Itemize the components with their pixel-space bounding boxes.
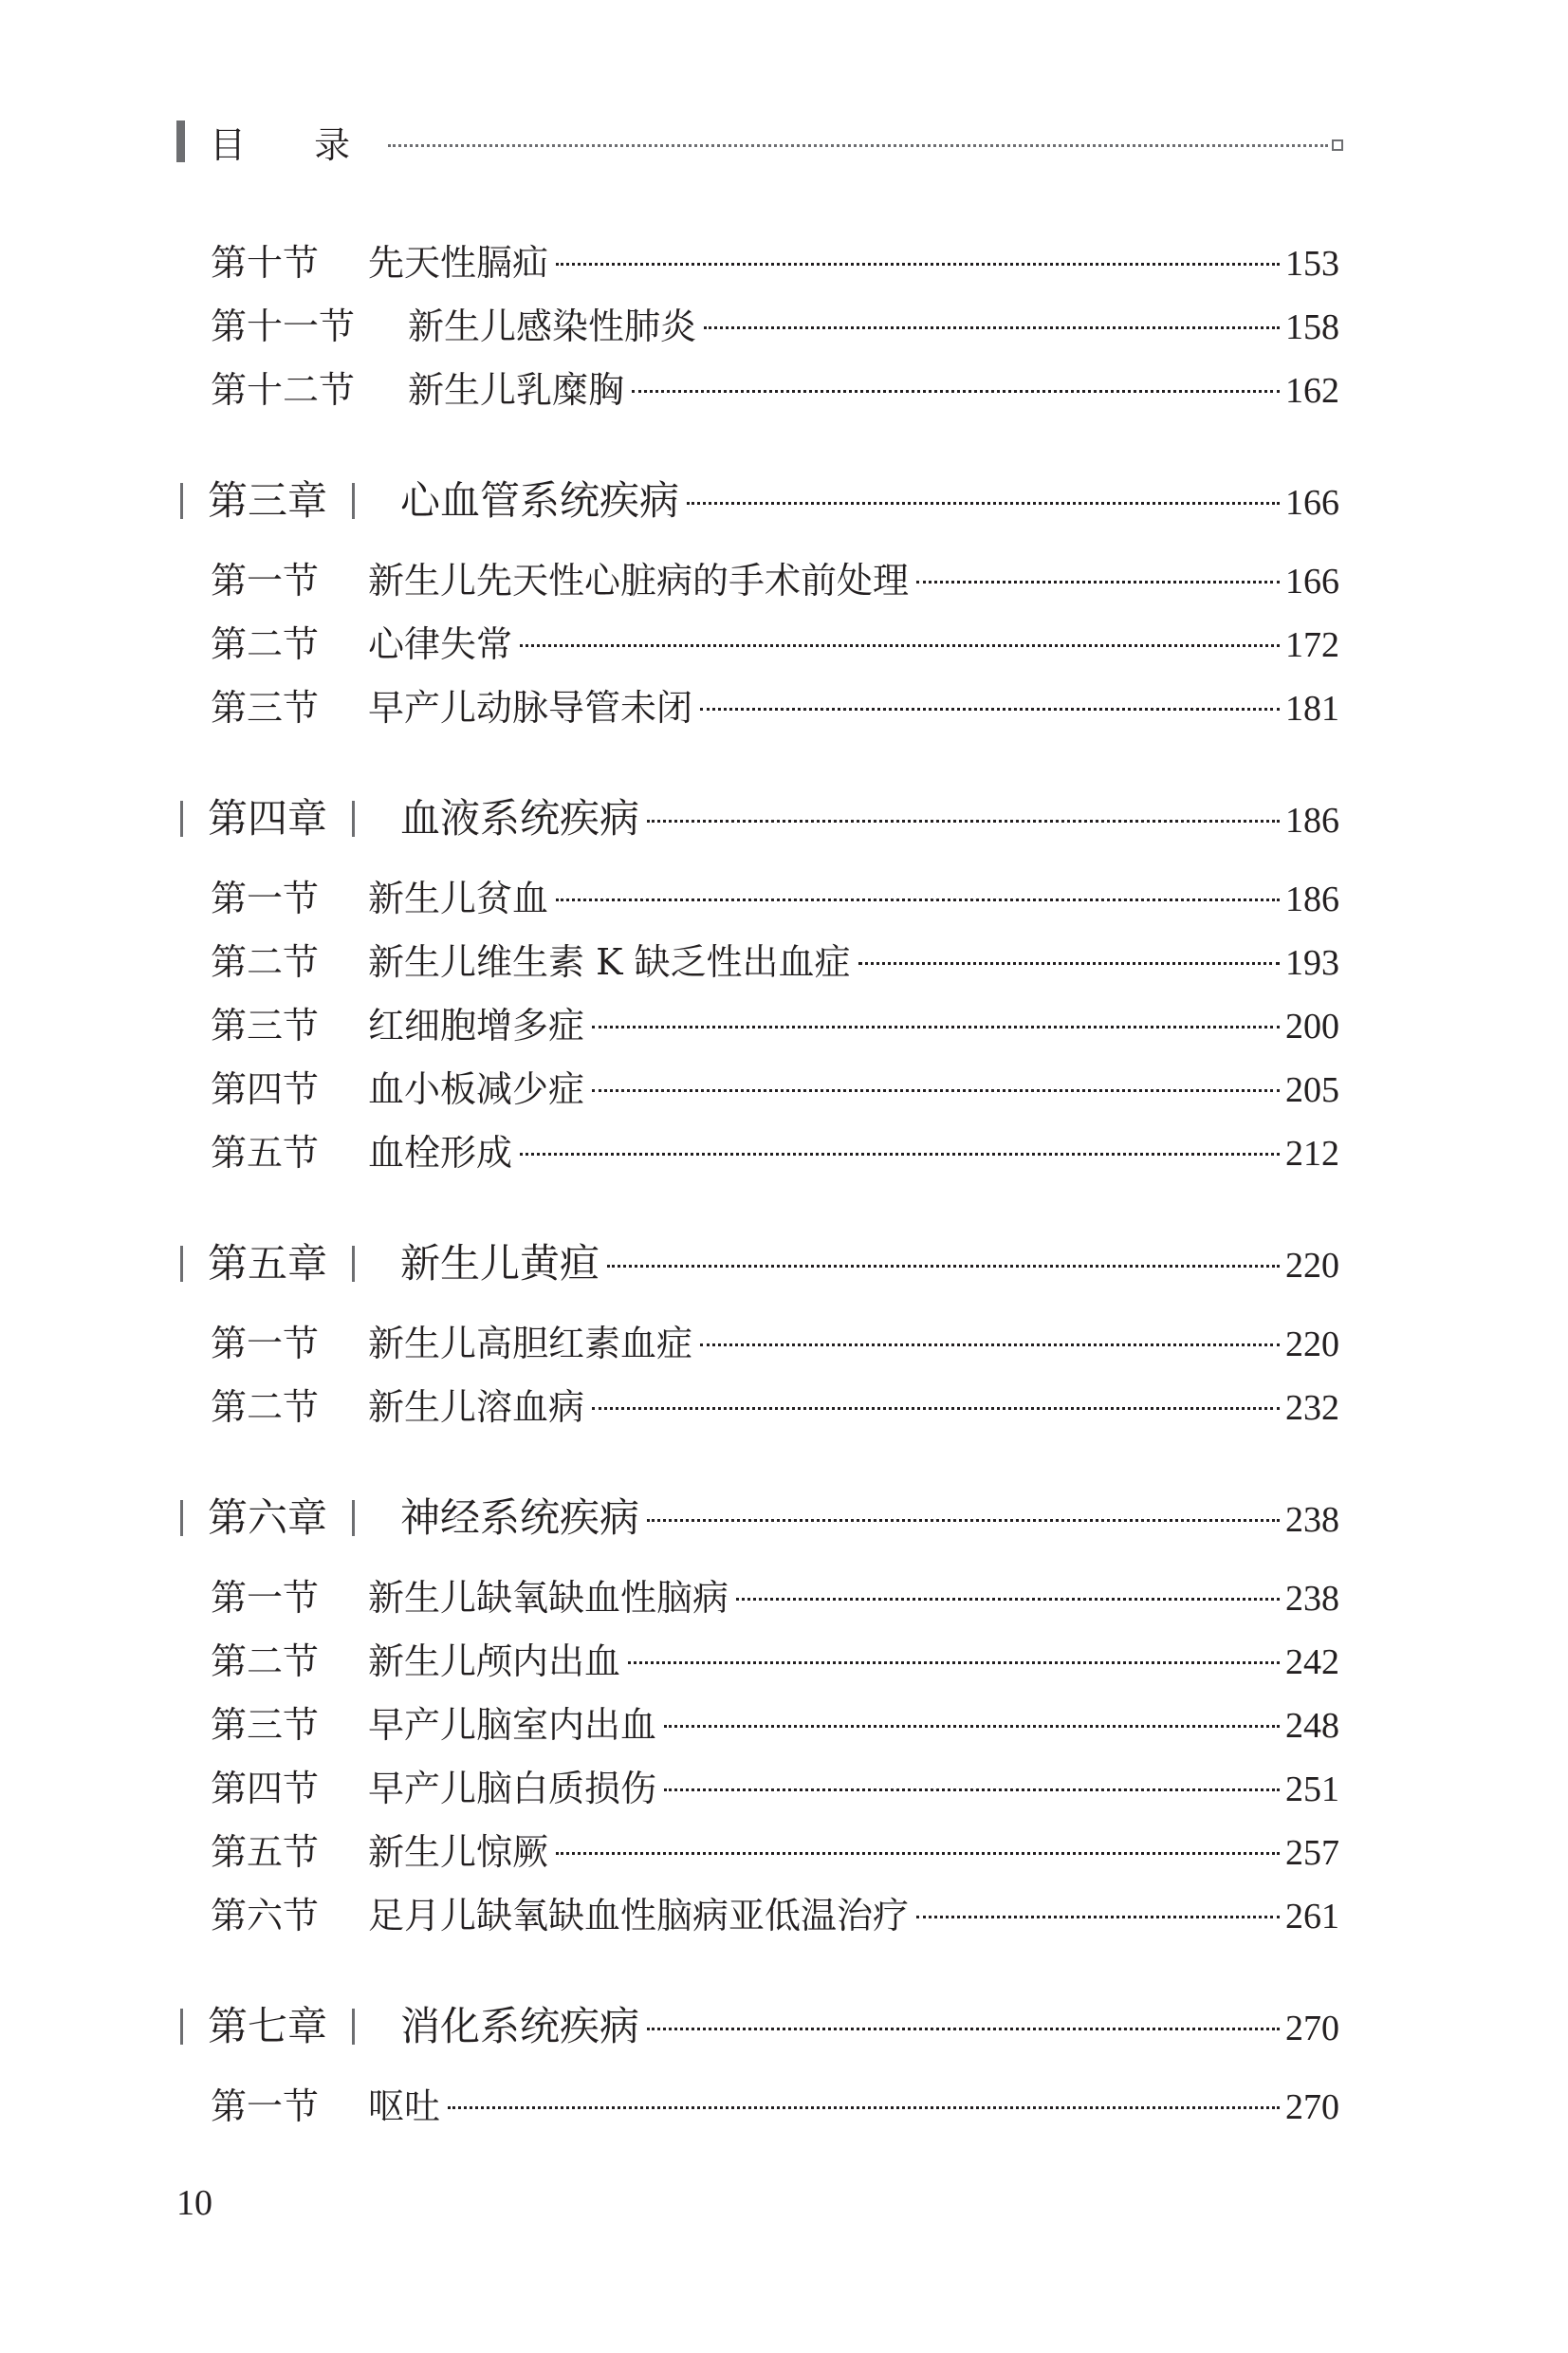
toc-section-entry[interactable] — [211, 1574, 1339, 1622]
chapter-bar-mark — [352, 1500, 355, 1536]
page-number: 153 — [1285, 244, 1339, 284]
section-title: 早产儿脑白质损伤 — [368, 1768, 657, 1809]
toc-section-entry[interactable] — [211, 1320, 1339, 1368]
dot-leader — [647, 2028, 1280, 2030]
section-title: 先天性膈疝 — [368, 242, 549, 284]
chapter-number: 第三章 — [208, 477, 328, 524]
section-title: 新生儿感染性肺炎 — [408, 306, 697, 347]
page-number: 166 — [1285, 562, 1339, 602]
page-number: 238 — [1285, 1500, 1339, 1540]
section-number: 第五节 — [211, 1831, 320, 1873]
toc-section-entry[interactable] — [211, 684, 1339, 732]
dot-leader — [556, 1852, 1280, 1855]
section-number: 第一节 — [211, 1323, 320, 1364]
section-number: 第四节 — [211, 1068, 320, 1110]
chapter-title: 神经系统疾病 — [400, 1494, 640, 1541]
chapter-bar-mark — [180, 1500, 183, 1536]
chapter-bar-mark — [180, 801, 183, 837]
page-number: 242 — [1285, 1642, 1339, 1682]
toc-section-entry[interactable] — [211, 1383, 1339, 1432]
section-number: 第二节 — [211, 1386, 320, 1428]
section-title: 新生儿溶血病 — [368, 1386, 585, 1428]
toc-section-entry[interactable] — [211, 1065, 1339, 1114]
page-number: 205 — [1285, 1070, 1339, 1110]
page-number: 193 — [1285, 943, 1339, 983]
toc-chapter-entry[interactable] — [180, 1237, 1339, 1292]
section-title: 血栓形成 — [368, 1132, 513, 1174]
section-title: 红细胞增多症 — [368, 1005, 585, 1047]
dot-leader — [704, 326, 1280, 329]
toc-section-entry[interactable] — [211, 1701, 1339, 1750]
page-number: 251 — [1285, 1769, 1339, 1809]
toc-section-entry[interactable] — [211, 1892, 1339, 1940]
toc-section-entry[interactable] — [211, 239, 1339, 287]
toc-section-entry[interactable] — [211, 1828, 1339, 1877]
section-title: 新生儿高胆红素血症 — [368, 1323, 693, 1364]
dot-leader — [736, 1598, 1280, 1601]
chapter-bar-mark — [352, 483, 355, 519]
dot-leader — [520, 1153, 1280, 1156]
section-number: 第一节 — [211, 560, 320, 602]
section-title: 新生儿缺氧缺血性脑病 — [368, 1577, 729, 1619]
toc-section-entry[interactable] — [211, 366, 1339, 415]
dot-leader — [647, 1519, 1280, 1522]
section-number: 第一节 — [211, 878, 320, 919]
section-title: 新生儿惊厥 — [368, 1831, 549, 1873]
section-number: 第三节 — [211, 687, 320, 729]
dot-leader — [858, 962, 1280, 965]
page-number: 166 — [1285, 483, 1339, 523]
dot-leader — [592, 1026, 1280, 1028]
dot-leader — [647, 820, 1280, 823]
chapter-number: 第五章 — [208, 1240, 328, 1287]
page-number: 212 — [1285, 1134, 1339, 1174]
page-number: 270 — [1285, 2087, 1339, 2127]
page-number: 172 — [1285, 625, 1339, 665]
section-title: 足月儿缺氧缺血性脑病亚低温治疗 — [368, 1895, 910, 1936]
chapter-bar-mark — [352, 2009, 355, 2045]
chapter-bar-mark — [180, 483, 183, 519]
toc-section-entry[interactable] — [211, 621, 1339, 669]
page-number: 270 — [1285, 2009, 1339, 2048]
dot-leader — [916, 1916, 1280, 1918]
section-number: 第一节 — [211, 2085, 320, 2127]
page-number: 200 — [1285, 1007, 1339, 1047]
page-number: 238 — [1285, 1579, 1339, 1619]
toc-chapter-entry[interactable] — [180, 792, 1339, 847]
chapter-title: 新生儿黄疸 — [400, 1240, 600, 1287]
page-number: 162 — [1285, 371, 1339, 411]
toc-section-entry[interactable] — [211, 938, 1339, 987]
toc-section-entry[interactable] — [211, 1765, 1339, 1813]
section-number: 第三节 — [211, 1704, 320, 1746]
dot-leader — [556, 899, 1280, 901]
toc-section-entry[interactable] — [211, 557, 1339, 605]
dot-leader — [632, 390, 1280, 393]
page-title: 目 录 — [210, 123, 379, 166]
section-number: 第六节 — [211, 1895, 320, 1936]
dot-leader — [700, 708, 1280, 711]
chapter-number: 第七章 — [208, 2003, 328, 2049]
chapter-number: 第四章 — [208, 795, 328, 842]
chapter-bar-mark — [352, 1246, 355, 1282]
toc-section-entry[interactable] — [211, 2083, 1339, 2131]
chapter-bar-mark — [352, 801, 355, 837]
page-number: 181 — [1285, 689, 1339, 729]
toc-section-entry[interactable] — [211, 303, 1339, 351]
chapter-number: 第六章 — [208, 1494, 328, 1541]
dot-leader — [592, 1089, 1280, 1092]
page-number: 220 — [1285, 1246, 1339, 1286]
chapter-bar-mark — [180, 2009, 183, 2045]
page-number: 158 — [1285, 307, 1339, 347]
dot-leader — [520, 644, 1280, 647]
page-number: 186 — [1285, 801, 1339, 841]
chapter-title: 心血管系统疾病 — [400, 477, 680, 524]
dot-leader — [916, 581, 1280, 584]
dot-leader — [700, 1343, 1280, 1346]
section-number: 第二节 — [211, 941, 320, 983]
section-title: 新生儿维生素 K 缺乏性出血症 — [368, 941, 851, 983]
toc-chapter-entry[interactable] — [180, 1491, 1339, 1547]
page-number: 261 — [1285, 1897, 1339, 1936]
section-number: 第三节 — [211, 1005, 320, 1047]
toc-section-entry[interactable] — [211, 1129, 1339, 1177]
dot-leader — [448, 2106, 1280, 2109]
dot-leader — [556, 263, 1280, 266]
toc-chapter-entry[interactable] — [180, 474, 1339, 529]
section-number: 第四节 — [211, 1768, 320, 1809]
section-title: 新生儿颅内出血 — [368, 1640, 621, 1682]
page-number: 257 — [1285, 1833, 1339, 1873]
dot-leader — [592, 1407, 1280, 1410]
chapter-title: 消化系统疾病 — [400, 2003, 640, 2049]
section-title: 早产儿脑室内出血 — [368, 1704, 657, 1746]
toc-chapter-entry[interactable] — [180, 2000, 1339, 2055]
chapter-title: 血液系统疾病 — [400, 795, 640, 842]
section-title: 心律失常 — [368, 623, 513, 665]
dot-leader — [628, 1661, 1280, 1664]
section-number: 第五节 — [211, 1132, 320, 1174]
page-footer-number: 10 — [176, 2183, 212, 2223]
section-title: 新生儿先天性心脏病的手术前处理 — [368, 560, 910, 602]
toc-section-entry[interactable] — [211, 1638, 1339, 1686]
section-number: 第二节 — [211, 623, 320, 665]
section-title: 呕吐 — [368, 2085, 441, 2127]
toc-section-entry[interactable] — [211, 875, 1339, 923]
dot-leader — [687, 502, 1280, 505]
dot-leader — [664, 1725, 1280, 1728]
chapter-bar-mark — [180, 1246, 183, 1282]
dot-leader — [664, 1788, 1280, 1791]
section-number: 第一节 — [211, 1577, 320, 1619]
section-title: 早产儿动脉导管未闭 — [368, 687, 693, 729]
toc-section-entry[interactable] — [211, 1002, 1339, 1050]
dot-leader — [607, 1265, 1280, 1268]
page-number: 220 — [1285, 1325, 1339, 1364]
section-number: 第二节 — [211, 1640, 320, 1682]
section-number: 第十一节 — [211, 306, 356, 347]
page-number: 248 — [1285, 1706, 1339, 1746]
section-title: 血小板减少症 — [368, 1068, 585, 1110]
page-number: 232 — [1285, 1388, 1339, 1428]
section-number: 第十节 — [211, 242, 320, 284]
section-title: 新生儿乳糜胸 — [408, 369, 625, 411]
section-title: 新生儿贫血 — [368, 878, 549, 919]
page-number: 186 — [1285, 880, 1339, 919]
section-number: 第十二节 — [211, 369, 356, 411]
